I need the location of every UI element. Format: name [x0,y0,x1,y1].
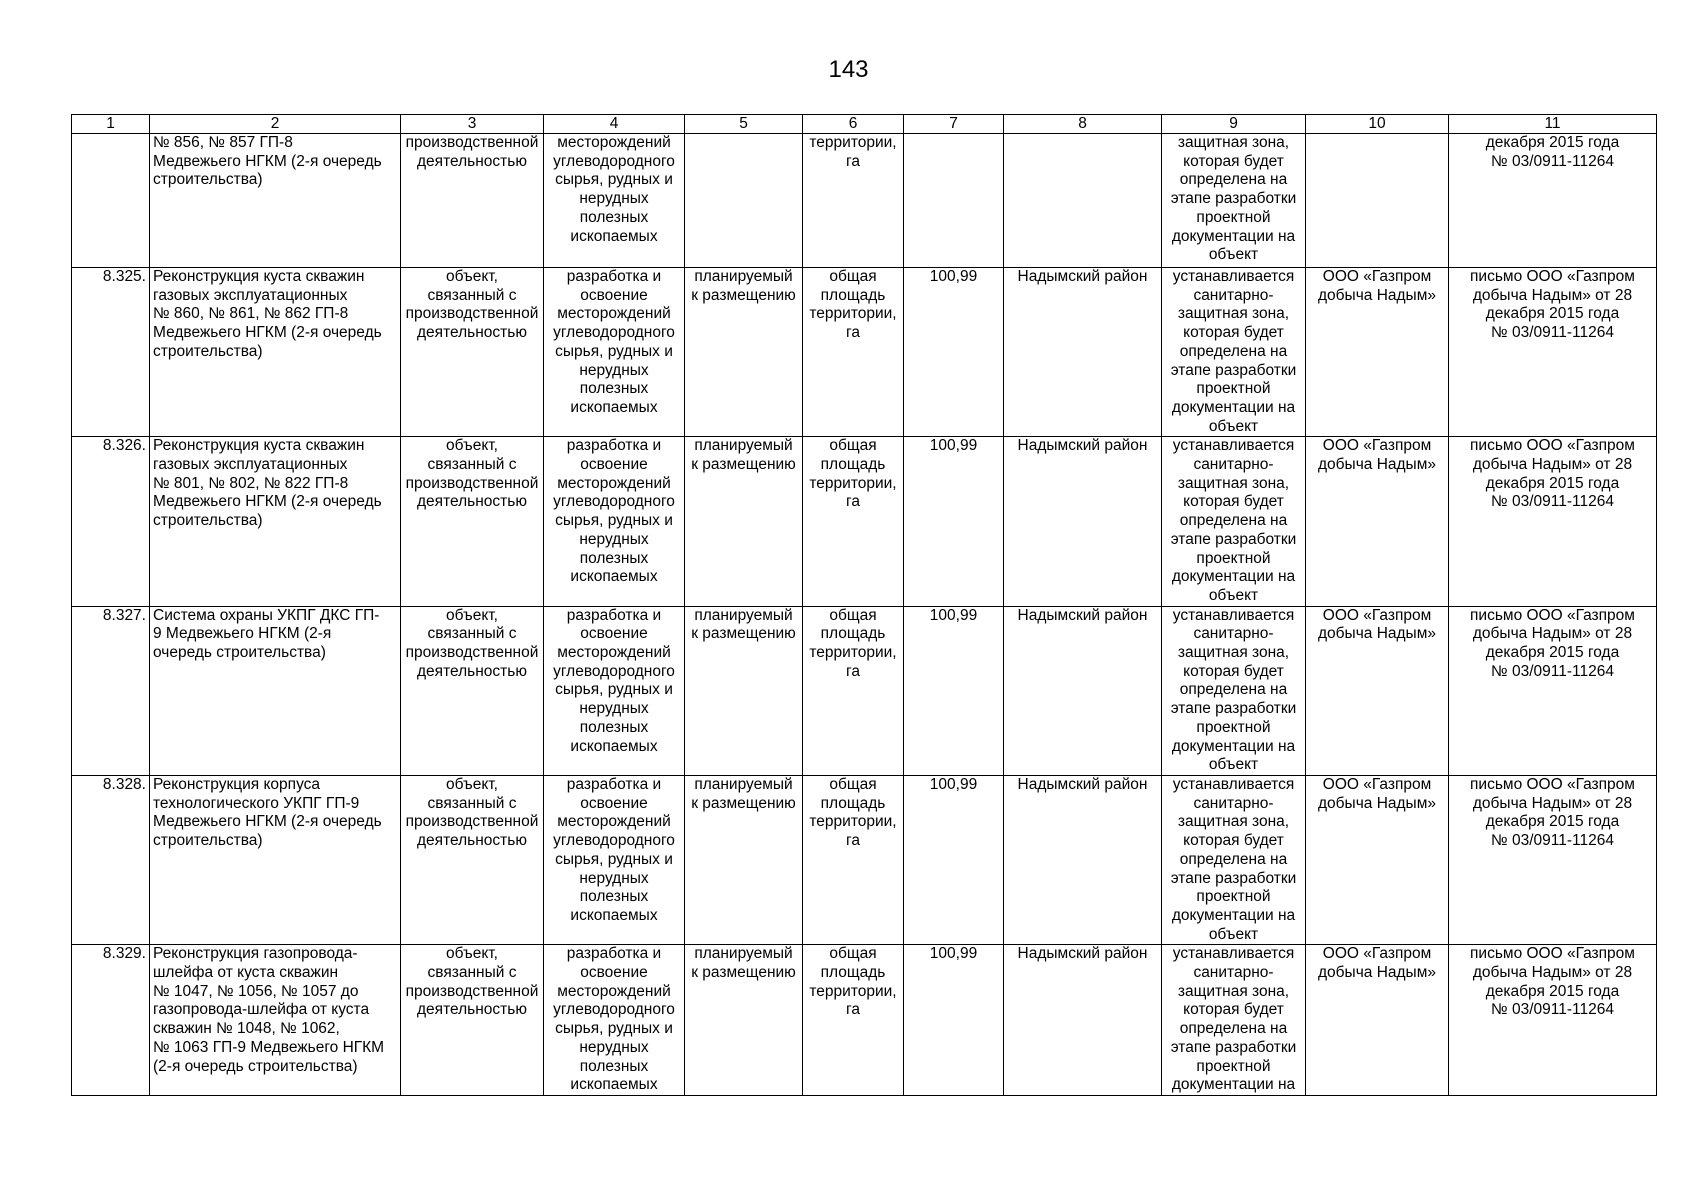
basis-document: письмо ООО «Газпром добыча Надым» от 28 декабря 2015 года № 03/0911-11264 [1449,945,1657,1096]
object-purpose: разработка и освоение месторождений углеводородного сырья, рудных и нерудных полезных ископаемых [544,606,685,775]
parameter-value: 100,99 [904,268,1004,437]
object-purpose: месторождений углеводородного сырья, рудных и нерудных полезных ископаемых [544,134,685,268]
object-purpose: разработка и освоение месторождений углеводородного сырья, рудных и нерудных полезных ископаемых [544,268,685,437]
protection-zone: защитная зона, которая будет определена на этапе разработки проектной документации на объект [1162,134,1306,268]
object-type: объект, связанный с производственной деятельностью [401,437,544,606]
protection-zone: устанавливается санитарно- защитная зона, которая будет определена на этапе разработки проектной документации на объект [1162,606,1306,775]
object-type: объект, связанный с производственной деятельностью [401,775,544,944]
row-number: 8.326. [72,437,150,606]
column-header: 3 [401,115,544,134]
location: Надымский район [1004,606,1162,775]
organization: ООО «Газпром добыча Надым» [1306,437,1449,606]
table-row [72,775,1657,944]
parameter-name: общая площадь территории, га [803,775,904,944]
column-number-row [72,115,1657,134]
column-header: 4 [544,115,685,134]
table-row [72,134,1657,268]
column-header: 7 [904,115,1004,134]
object-name: Реконструкция куста скважин газовых эксплуатационных № 860, № 861, № 862 ГП-8 Медвежьего НГКМ (2-я очередь строительства) [150,268,401,437]
object-status: планируемый к размещению [685,268,803,437]
column-header: 5 [685,115,803,134]
basis-document: письмо ООО «Газпром добыча Надым» от 28 декабря 2015 года № 03/0911-11264 [1449,775,1657,944]
organization: ООО «Газпром добыча Надым» [1306,606,1449,775]
organization: ООО «Газпром добыча Надым» [1306,945,1449,1096]
object-status [685,134,803,268]
protection-zone: устанавливается санитарно- защитная зона, которая будет определена на этапе разработки проектной документации на [1162,945,1306,1096]
organization: ООО «Газпром добыча Надым» [1306,775,1449,944]
table-row [72,268,1657,437]
object-type: производственной деятельностью [401,134,544,268]
table-row [72,437,1657,606]
organization: ООО «Газпром добыча Надым» [1306,268,1449,437]
object-name: Система охраны УКПГ ДКС ГП- 9 Медвежьего НГКМ (2-я очередь строительства) [150,606,401,775]
protection-zone: устанавливается санитарно- защитная зона, которая будет определена на этапе разработки проектной документации на объект [1162,437,1306,606]
objects-table [71,114,1657,1096]
parameter-name: общая площадь территории, га [803,268,904,437]
column-header: 10 [1306,115,1449,134]
basis-document: письмо ООО «Газпром добыча Надым» от 28 декабря 2015 года № 03/0911-11264 [1449,606,1657,775]
column-header: 8 [1004,115,1162,134]
column-header: 11 [1449,115,1657,134]
parameter-value: 100,99 [904,606,1004,775]
parameter-value: 100,99 [904,775,1004,944]
parameter-value: 100,99 [904,945,1004,1096]
location: Надымский район [1004,268,1162,437]
table-row [72,606,1657,775]
row-number [72,134,150,268]
column-header: 9 [1162,115,1306,134]
object-type: объект, связанный с производственной деятельностью [401,945,544,1096]
object-name: № 856, № 857 ГП-8 Медвежьего НГКМ (2-я очередь строительства) [150,134,401,268]
object-type: объект, связанный с производственной деятельностью [401,268,544,437]
object-purpose: разработка и освоение месторождений углеводородного сырья, рудных и нерудных полезных ископаемых [544,437,685,606]
object-name: Реконструкция газопровода- шлейфа от куста скважин № 1047, № 1056, № 1057 до газопровода-шлейфа от куста скважин № 1048, № 1062, № 1063 ГП-9 Медвежьего НГКМ (2-я очередь строительства) [150,945,401,1096]
parameter-name: территории, га [803,134,904,268]
table-row [72,945,1657,1096]
parameter-value: 100,99 [904,437,1004,606]
parameter-value [904,134,1004,268]
location [1004,134,1162,268]
parameter-name: общая площадь территории, га [803,437,904,606]
parameter-name: общая площадь территории, га [803,606,904,775]
row-number: 8.325. [72,268,150,437]
basis-document: письмо ООО «Газпром добыча Надым» от 28 декабря 2015 года № 03/0911-11264 [1449,437,1657,606]
column-header: 2 [150,115,401,134]
object-status: планируемый к размещению [685,437,803,606]
location: Надымский район [1004,775,1162,944]
column-header: 6 [803,115,904,134]
organization [1306,134,1449,268]
parameter-name: общая площадь территории, га [803,945,904,1096]
object-purpose: разработка и освоение месторождений углеводородного сырья, рудных и нерудных полезных ископаемых [544,945,685,1096]
location: Надымский район [1004,437,1162,606]
basis-document: декабря 2015 года № 03/0911-11264 [1449,134,1657,268]
object-name: Реконструкция куста скважин газовых эксплуатационных № 801, № 802, № 822 ГП-8 Медвежьего НГКМ (2-я очередь строительства) [150,437,401,606]
column-header: 1 [72,115,150,134]
location: Надымский район [1004,945,1162,1096]
row-number: 8.328. [72,775,150,944]
object-status: планируемый к размещению [685,775,803,944]
page-number: 143 [828,56,869,83]
row-number: 8.327. [72,606,150,775]
object-status: планируемый к размещению [685,606,803,775]
object-type: объект, связанный с производственной деятельностью [401,606,544,775]
row-number: 8.329. [72,945,150,1096]
protection-zone: устанавливается санитарно- защитная зона, которая будет определена на этапе разработки проектной документации на объект [1162,268,1306,437]
object-purpose: разработка и освоение месторождений углеводородного сырья, рудных и нерудных полезных ископаемых [544,775,685,944]
object-status: планируемый к размещению [685,945,803,1096]
protection-zone: устанавливается санитарно- защитная зона, которая будет определена на этапе разработки проектной документации на объект [1162,775,1306,944]
basis-document: письмо ООО «Газпром добыча Надым» от 28 декабря 2015 года № 03/0911-11264 [1449,268,1657,437]
object-name: Реконструкция корпуса технологического УКПГ ГП-9 Медвежьего НГКМ (2-я очередь строительства) [150,775,401,944]
